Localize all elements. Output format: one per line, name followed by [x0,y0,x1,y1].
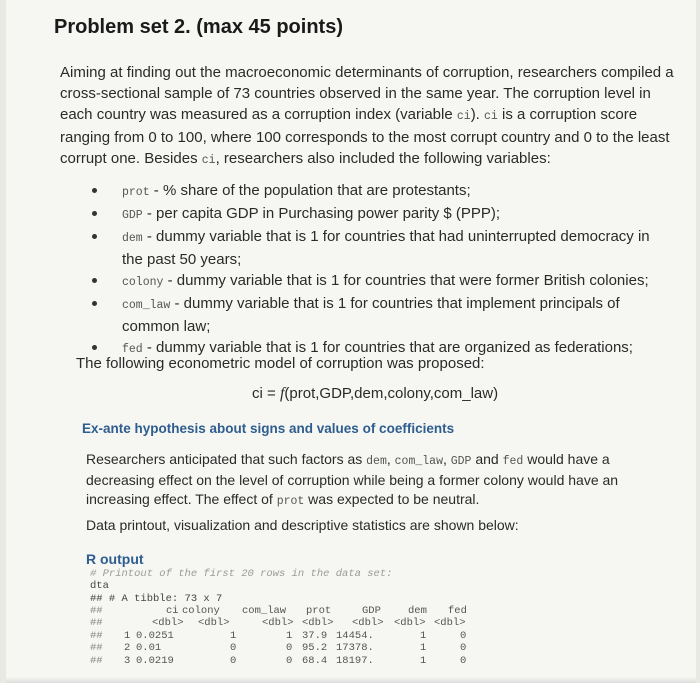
hyp-text: , [442,451,451,467]
variable-code: prot [122,186,150,199]
row-index: 1 [124,629,131,642]
variable-code: GDP [122,209,143,222]
table-cell: 95.2 [302,642,328,655]
hypothesis-heading: Ex-ante hypothesis about signs and values of coefficients [82,421,455,436]
column-type: <dbl> [434,617,466,630]
code-ci: ci [456,110,471,123]
table-cell: 1 [286,629,293,642]
variable-code: colony [122,276,164,289]
variable-code: fed [122,343,143,356]
column-header: GDP [362,605,381,617]
column-type: <dbl> [262,617,294,630]
r-output-heading: R output [86,551,144,567]
hyp-text: , [386,451,395,467]
column-header: dem [408,605,427,617]
r-output-lines [90,568,392,605]
intro-paragraph [60,62,680,171]
column-header: com_law [242,605,287,617]
table-cell: 18197. [336,654,374,667]
code-com-law: com_law [394,455,443,468]
column-header: ci [166,605,179,617]
problem-title: Problem set 2. (max 45 points) [54,16,343,38]
table-cell: 68.4 [302,654,328,667]
column-header: fed [448,605,467,617]
variable-code: com_law [122,299,171,312]
row-index: 2 [124,642,131,655]
hypothesis-paragraph [86,450,626,511]
variable-desc: - dummy variable that is 1 for countries that were former British colonies; [163,272,649,289]
variable-item-dem [86,226,666,270]
table-cell: 0 [460,654,467,667]
model-formula [252,385,498,403]
r-object-name: dta [90,580,109,593]
intro-text-4: , researchers also included the following variables: [215,150,551,167]
variable-desc: - dummy variable that is 1 for countries that implement principals of common law; [122,295,620,335]
variable-item-colony [86,270,666,293]
data-printout-text: Data printout, visualization and descriptive statistics are shown below: [86,517,519,533]
variable-item-prot [86,180,666,203]
row-prefix: ## [90,617,103,630]
table-cell: 0 [230,654,237,667]
variable-desc: - dummy variable that is 1 for countries that are organized as federations; [142,339,633,356]
r-tibble-info: ## # A tibble: 73 x 7 [90,592,223,605]
column-type: <dbl> [198,617,230,630]
intro-text-3: is a corruption score ranging from 0 to 100, where 100 corresponds to the most corrupt country and 0 to the least corrupt one. Besides [60,106,670,167]
row-index: 3 [124,654,131,667]
intro-text-2: ). [470,106,485,123]
document-page [6,0,696,683]
table-cell: 0.01 [136,642,162,655]
code-dem: dem [366,455,387,468]
formula-function: f [279,385,285,402]
column-type: <dbl> [352,617,384,630]
variable-desc: - % share of the population that are protestants; [149,182,471,199]
formula-lhs: ci = [252,385,280,402]
column-type: <dbl> [394,617,426,630]
variable-desc: - per capita GDP in Purchasing power parity $ (PPP); [142,205,501,222]
hyp-text: was expected to be neutral. [304,491,480,507]
table-cell: 0 [460,642,467,655]
column-type: <dbl> [302,617,334,630]
row-prefix: ## [90,642,103,655]
code-ci: ci [201,154,216,167]
hyp-text: Researchers anticipated that such factors as [86,451,367,467]
code-gdp: GDP [450,455,472,468]
row-prefix: ## [90,605,103,617]
row-prefix: ## [90,654,103,667]
formula-args: (prot,GDP,dem,colony,com_law) [284,385,499,402]
table-cell: 17378. [336,642,374,655]
code-fed: fed [502,455,524,468]
table-cell: 0.0251 [136,629,174,642]
table-cell: 1 [420,654,427,667]
column-header: colony [182,605,220,617]
page-bottom-edge [6,677,696,683]
code-ci: ci [484,110,498,123]
hyp-text: and [471,451,503,467]
table-cell: 0 [286,642,293,655]
column-header: prot [306,605,332,617]
table-cell: 0 [230,642,237,655]
table-cell: 1 [230,629,237,642]
table-cell: 1 [420,642,427,655]
variable-item-com-law [86,293,666,337]
variable-list [86,180,666,360]
table-cell: 14454. [336,629,374,642]
intro-text-1: Aiming at finding out the macroeconomic determinants of corruption, researchers compiled a cross-sectional sample of 73 countries observed in the same year. The corruption level in each country was measured as a corruption index (variable [60,64,674,123]
table-cell: 0 [460,629,467,642]
column-type: <dbl> [152,617,184,630]
model-intro-text: The following econometric model of corruption was proposed: [76,355,485,372]
table-cell: 0 [286,654,293,667]
code-prot: prot [276,495,305,508]
r-comment: # Printout of the first 20 rows in the data set: [90,568,393,580]
row-prefix: ## [90,629,103,642]
variable-item-gdp [86,203,666,226]
variable-desc: - dummy variable that is 1 for countries that had uninterrupted democracy in the past 50 years; [122,228,650,268]
table-cell: 0.0219 [136,654,174,667]
table-cell: 37.9 [302,629,328,642]
table-cell: 1 [420,629,427,642]
hyp-text: would have a decreasing effect on the level of corruption while being a former colony would have an increasing effect. The effect of [86,451,619,507]
variable-code: dem [122,232,143,245]
